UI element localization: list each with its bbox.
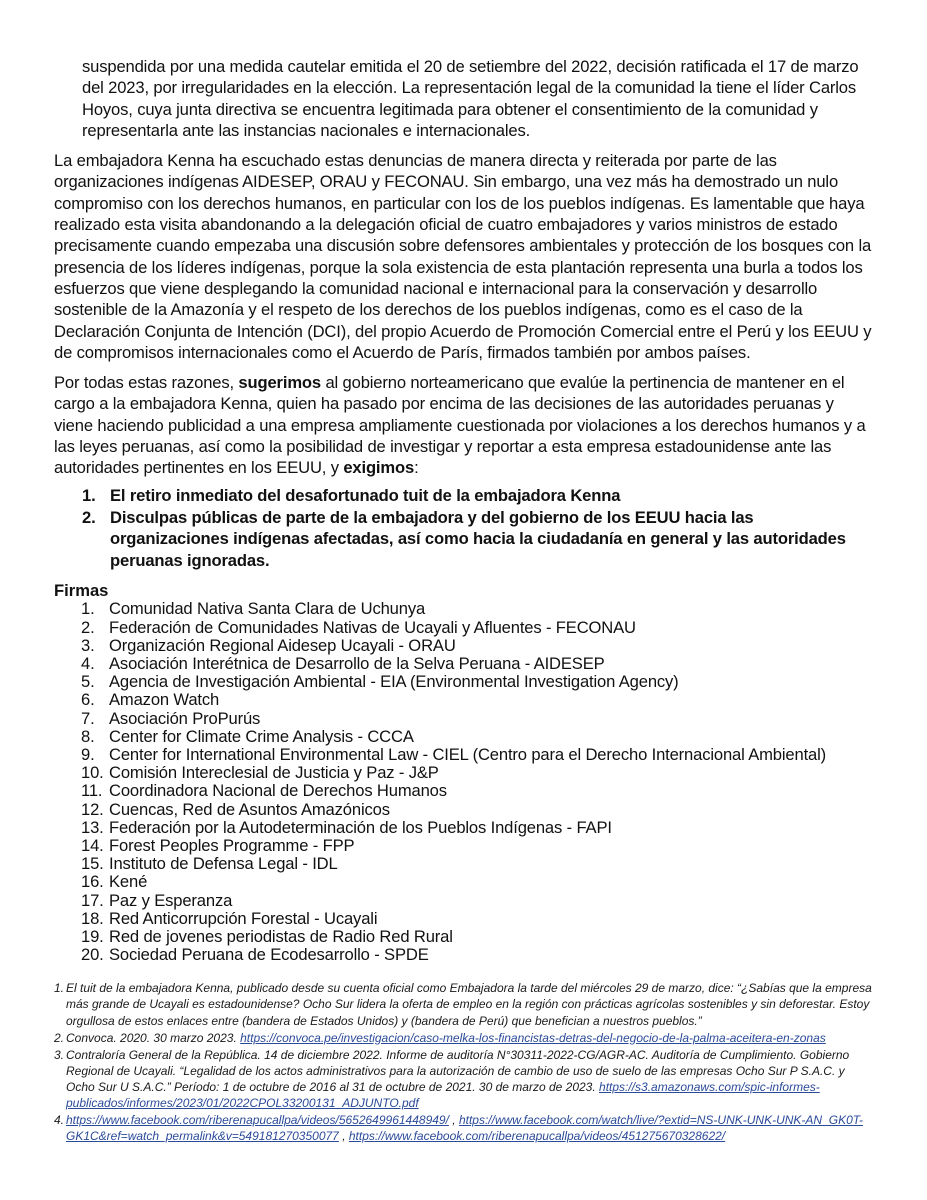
facebook-video-link-2[interactable]: https://www.facebook.com/riberenapucallpa/videos/451275670328622/: [348, 1129, 726, 1144]
signer-name: Comisión Intereclesial de Justicia y Paz - J&P: [109, 763, 439, 783]
signer-name: Center for Climate Crime Analysis - CCCA: [109, 726, 414, 746]
demand-number: 1.: [82, 485, 96, 505]
demand-text: El retiro inmediato del desafortunado tuit de la embajadora Kenna: [110, 485, 621, 505]
signer-item: [81, 655, 872, 673]
signer-name: Forest Peoples Programme - FPP: [109, 835, 355, 855]
signer-item: [81, 910, 872, 928]
signer-name: Amazon Watch: [109, 690, 220, 710]
signer-name: Paz y Esperanza: [109, 890, 233, 910]
signer-number: 6.: [81, 690, 95, 710]
signer-number: 15.: [81, 854, 104, 874]
footnote-text: Contraloría General de la República. 14 de diciembre 2022. Informe de auditoría N°30311-2022-CG/AGR-AC. Auditoría de Cumplimiento. Gobierno Regional de Ucayali. “Legalidad de los actos administrativos para la autorización de cambio de uso de suelo de las empresas Ocho Sur P S.A.C. y Ocho Sur U S.A.C.” Período: 1 de octubre de 2016 al 31 de octubre de 2021. 30 de marzo de 2023.: [66, 1047, 850, 1094]
footnote-text: Convoca. 2020. 30 marzo 2023.: [66, 1030, 241, 1045]
signer-item: [81, 710, 872, 728]
signer-name: Coordinadora Nacional de Derechos Humanos: [109, 781, 447, 801]
signer-item: [81, 819, 872, 837]
footnote-number: 1.: [54, 981, 65, 996]
footnote-3: [54, 1047, 872, 1111]
document-page: [54, 56, 872, 1145]
paragraph-demands-intro: [54, 372, 872, 478]
signer-item: [81, 637, 872, 655]
signer-number: 5.: [81, 672, 95, 692]
firmas-heading: Firmas: [54, 580, 109, 600]
footnote-number: 4.: [54, 1113, 65, 1128]
footnote-number: 2.: [54, 1030, 65, 1045]
bold-sugerimos: sugerimos: [238, 373, 321, 393]
signer-item: [81, 728, 872, 746]
signers-list: [54, 600, 872, 964]
signer-item: [81, 892, 872, 910]
signer-number: 8.: [81, 726, 95, 746]
signer-item: [81, 691, 872, 709]
demand-text: Disculpas públicas de parte de la embajadora y del gobierno de los EEUU hacia las organizaciones indígenas afectadas, así como hacia la ciudadanía en general y las autoridades peruanas ignoradas.: [110, 507, 846, 570]
signer-number: 18.: [81, 908, 104, 928]
signer-number: 4.: [81, 653, 95, 673]
facebook-video-link-1[interactable]: https://www.facebook.com/riberenapucallpa/videos/5652649961448949/: [66, 1113, 449, 1128]
signer-name: Organización Regional Aidesep Ucayali - ORAU: [109, 635, 456, 655]
signer-item: [81, 764, 872, 782]
signer-name: Comunidad Nativa Santa Clara de Uchunya: [109, 599, 426, 619]
link-separator: ,: [338, 1129, 349, 1144]
signer-item: [81, 782, 872, 800]
signer-name: Agencia de Investigación Ambiental - EIA (Environmental Investigation Agency): [109, 672, 679, 692]
signer-name: Kené: [109, 872, 148, 892]
signer-item: [81, 873, 872, 891]
signer-number: 13.: [81, 817, 104, 837]
contraloria-report-link[interactable]: https://s3.amazonaws.com/spic-informes-publicados/informes/2023/01/2022CPOL33200131_ADJUNTO.pdf: [66, 1079, 820, 1111]
signer-item: [81, 928, 872, 946]
footnote-2: [54, 1030, 872, 1046]
signer-number: 9.: [81, 744, 95, 764]
signer-number: 14.: [81, 835, 104, 855]
paragraph-continued: suspendida por una medida cautelar emitida el 20 de setiembre del 2022, decisión ratificada el 17 de marzo del 2023, por irregularidades en la elección. La representación legal de la comunidad la tiene el líder Carlos Hoyos, cuya junta directiva se encuentra legitimada para obtener el consentimiento de la comunidad y representarla ante las instancias nacionales e internacionales.: [82, 57, 859, 140]
signer-name: Federación de Comunidades Nativas de Ucayali y Afluentes - FECONAU: [109, 617, 636, 637]
signer-item: [81, 855, 872, 873]
signer-number: 10.: [81, 763, 104, 783]
signer-name: Red de jovenes periodistas de Radio Red Rural: [109, 926, 453, 946]
signer-number: 11.: [81, 781, 103, 801]
text-segment: :: [414, 458, 419, 478]
signer-item: [81, 946, 872, 964]
footnote-text: El tuit de la embajadora Kenna, publicado desde su cuenta oficial como Embajadora la tarde del miércoles 29 de marzo, dice: “¿Sabías que la empresa más grande de Ucayali es estadounidense? Ocho Sur lidera la oferta de empleo en la región con prácticas agrícolas sostenibles y sin deforestar. Estoy orgullosa de estos enlaces entre (bandera de Estados Unidos) y (bandera de Perú) que benefician a nuestros pueblos.”: [66, 981, 872, 1028]
demand-item: [82, 507, 872, 571]
signer-name: Cuencas, Red de Asuntos Amazónicos: [109, 799, 390, 819]
signer-number: 16.: [81, 872, 104, 892]
bold-exigimos: exigimos: [343, 458, 415, 478]
footnotes: [54, 980, 872, 1144]
signer-name: Federación por la Autodeterminación de los Pueblos Indígenas - FAPI: [109, 817, 612, 837]
text-segment: Por todas estas razones,: [54, 373, 239, 393]
signer-number: 2.: [81, 617, 95, 637]
signer-number: 19.: [81, 926, 104, 946]
signer-item: [81, 837, 872, 855]
signer-name: Asociación Interétnica de Desarrollo de la Selva Peruana - AIDESEP: [109, 653, 605, 673]
demand-number: 2.: [82, 507, 96, 527]
signer-name: Instituto de Defensa Legal - IDL: [109, 854, 338, 874]
footnote-body: [66, 1030, 826, 1046]
signer-item: [81, 619, 872, 637]
convoca-link[interactable]: https://convoca.pe/investigacion/caso-melka-los-financistas-detras-del-negocio-de-la-palma-aceitera-en-zonas: [240, 1030, 826, 1045]
footnote-1: [54, 980, 872, 1028]
facebook-live-link[interactable]: https://www.facebook.com/watch/live/?extid=NS-UNK-UNK-UNK-AN_GK0T-GK1C&ref=watch_permalink&v=549181270350077: [66, 1113, 863, 1144]
footnote-body: [66, 1047, 872, 1111]
footnote-number: 3.: [54, 1047, 65, 1062]
footnote-4: [54, 1112, 872, 1144]
signer-item: [81, 746, 872, 764]
footnote-body: [66, 1112, 872, 1144]
signer-name: Asociación ProPurús: [109, 708, 261, 728]
demands-list: [54, 485, 872, 571]
signer-number: 20.: [81, 945, 104, 965]
signer-number: 7.: [81, 708, 95, 728]
signer-name: Center for International Environmental Law - CIEL (Centro para el Derecho Internacional Ambiental): [109, 744, 827, 764]
signer-item: [81, 673, 872, 691]
signer-number: 1.: [81, 599, 95, 619]
paragraph-kenna-visit: La embajadora Kenna ha escuchado estas denuncias de manera directa y reiterada por parte de las organizaciones indígenas AIDESEP, ORAU y FECONAU. Sin embargo, una vez más ha demostrado un nulo compromiso con los derechos humanos, en particular con los de los pueblos indígenas. Es lamentable que haya realizado esta visita abandonando a la delegación oficial de cuatro embajadores y varios ministros de estado precisamente cuando empezaba una discusión sobre defensores ambientales y protección de los bosques con la presencia de los líderes indígenas, porque la sola existencia de esta plantación representa una burla a todos los esfuerzos que viene desplegando la comunidad nacional e internacional para la conservación y desarrollo sostenible de la Amazonía y el respeto de los derechos de los pueblos indígenas, como es el caso de la Declaración Conjunta de Intención (DCI), del propio Acuerdo de Promoción Comercial entre el Perú y los EEUU y de compromisos internacionales como el Acuerdo de París, firmados también por ambos países.: [54, 151, 872, 362]
signer-item: [81, 801, 872, 819]
signer-number: 12.: [81, 799, 104, 819]
link-separator: ,: [448, 1113, 459, 1128]
signer-item: [81, 600, 872, 618]
signer-number: 17.: [81, 890, 104, 910]
demand-item: [82, 485, 872, 506]
signer-name: Red Anticorrupción Forestal - Ucayali: [109, 908, 378, 928]
signer-name: Sociedad Peruana de Ecodesarrollo - SPDE: [109, 945, 429, 965]
signer-number: 3.: [81, 635, 95, 655]
text-segment: al gobierno norteamericano que evalúe la pertinencia de mantener en el cargo a la embajadora Kenna, quien ha pasado por encima de las decisiones de las autoridades peruanas y viene haciendo publicidad a una empresa ampliamente cuestionada por violaciones a los derechos humanos y a las leyes peruanas, así como la posibilidad de investigar y reportar a esta empresa estadounidense ante las autoridades pertinentes en los EEUU, y: [54, 373, 866, 478]
